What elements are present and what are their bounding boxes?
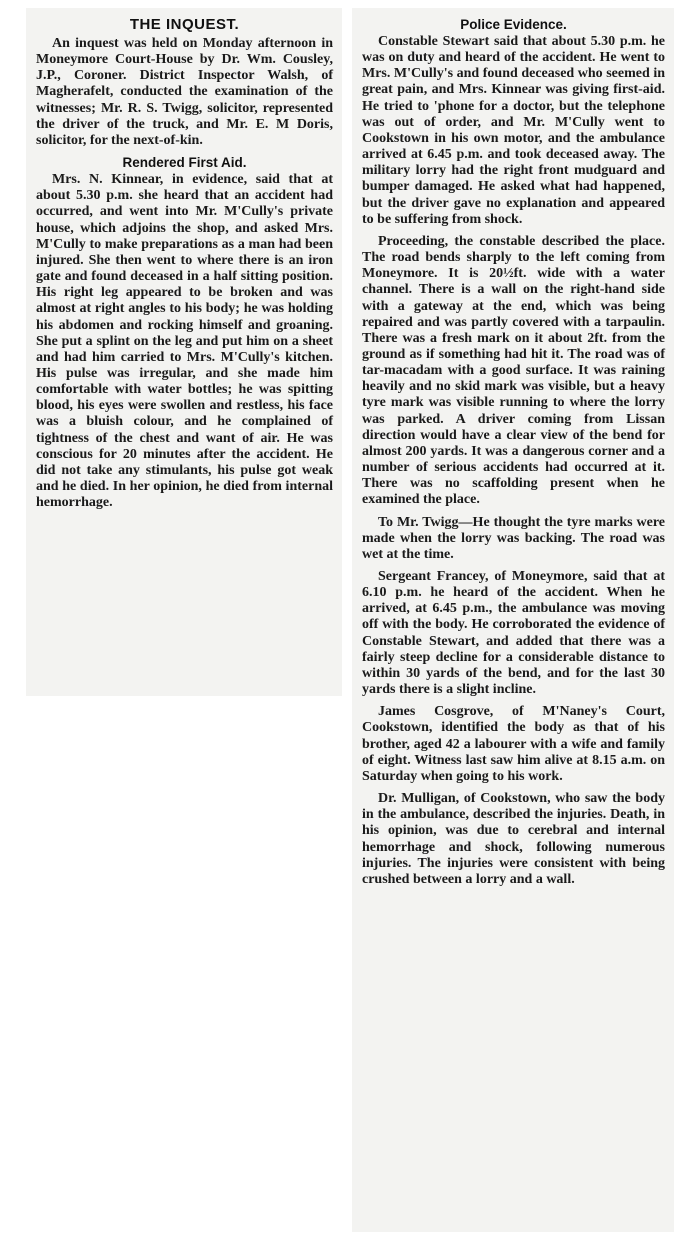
intro-paragraph: An inquest was held on Monday afternoon in Moneymore Court-House by Dr. Wm. Cousley, J.P., Coroner. District Inspector Walsh, of Magherafelt, conducted the examination of the witnesses; Mr. R. S. Twigg, solicitor, represented the driver of the truck, and Mr. E. M Doris, solicitor, for the next-of-kin. — [36, 36, 333, 148]
paragraph-description-of-place: Proceeding, the constable described the place. The road bends sharply to the left coming from Moneymore. It is 20½ft. wide with a water channel. There is a wall on the right-hand side with a gateway at the end, which was being repaired and was partly covered with a tarpaulin. There was a fresh mark on it about 2ft. from the ground as if something had hit it. The road was of tar-macadam with a good surface. It was raining heavily and no skid mark was visible, but a heavy tyre mark was visible running to where the lorry was parked. A driver coming from Lissan direction would have a clear view of the bend for almost 200 yards. It was a dangerous corner and a number of serious accidents had occurred at it. There was no scaffolding present when he examined the place. — [362, 233, 665, 508]
subheading-first-aid: Rendered First Aid. — [122, 155, 247, 171]
right-column — [352, 8, 674, 1232]
paragraph-to-mr-twigg: To Mr. Twigg—He thought the tyre marks were made when the lorry was backing. The road was wet at the time. — [362, 514, 665, 562]
paragraph-constable-stewart: Constable Stewart said that about 5.30 p.m. he was on duty and heard of the accident. He went to Mrs. M'Cully's and found deceased who seemed in great pain, and Mrs. Kinnear was giving first-aid. He tried to 'phone for a doctor, but the telephone was out of order, and Mr. M'Cully went to Cookstown in his own motor, and the ambulance arrived at 6.45 p.m. and took deceased away. The military lorry had the right front mudguard and bumper damaged. He asked what had happened, but the driver gave no explanation and appeared to be suffering from shock. — [362, 34, 665, 227]
left-column — [26, 8, 342, 696]
article-title: THE INQUEST. — [129, 16, 240, 33]
paragraph-sergeant-francey: Sergeant Francey, of Moneymore, said that at 6.10 p.m. he heard of the accident. When he arrived, at 6.45 p.m., the ambulance was moving off with the body. He corroborated the evidence of Constable Stewart, and added that there was a fairly steep decline for a considerable distance to within 30 yards of the bend, and for the last 30 yards there is a slight incline. — [362, 569, 665, 698]
paragraph-dr-mulligan: Dr. Mulligan, of Cookstown, who saw the body in the ambulance, described the injuries. Death, in his opinion, was due to cerebral and internal hemorrhage and shock, following numerous injuries. The injuries were consistent with being crushed between a lorry and a wall. — [362, 791, 665, 887]
subheading-police-evidence: Police Evidence. — [460, 17, 567, 32]
first-aid-paragraph: Mrs. N. Kinnear, in evidence, said that at about 5.30 p.m. she heard that an accident had occurred, and went into Mr. M'Cully's private house, which adjoins the shop, and asked Mrs. M'Cully to make preparations as a man had been injured. She then went to where there is an iron gate and found deceased in a half sitting position. His right leg appeared to be broken and was almost at right angles to his body; he was holding his abdomen and rocking himself and groaning. She put a splint on the leg and put him on a sheet and had him carried to Mrs. M'Cully's kitchen. His pulse was irregular, and she made him comfortable with water bottles; he was spitting blood, his eyes were swollen and restless, his face was a bluish colour, and he complained of tightness of the chest and want of air. He was conscious for 20 minutes after the accident. He did not take any stimulants, his pulse got weak and he died. In her opinion, he died from internal hemorrhage. — [36, 172, 333, 511]
paragraph-james-cosgrove: James Cosgrove, of M'Naney's Court, Cookstown, identified the body as that of his brother, aged 42 a labourer with a wife and family of eight. Witness last saw him alive at 8.15 a.m. on Saturday when going to his work. — [362, 704, 665, 784]
